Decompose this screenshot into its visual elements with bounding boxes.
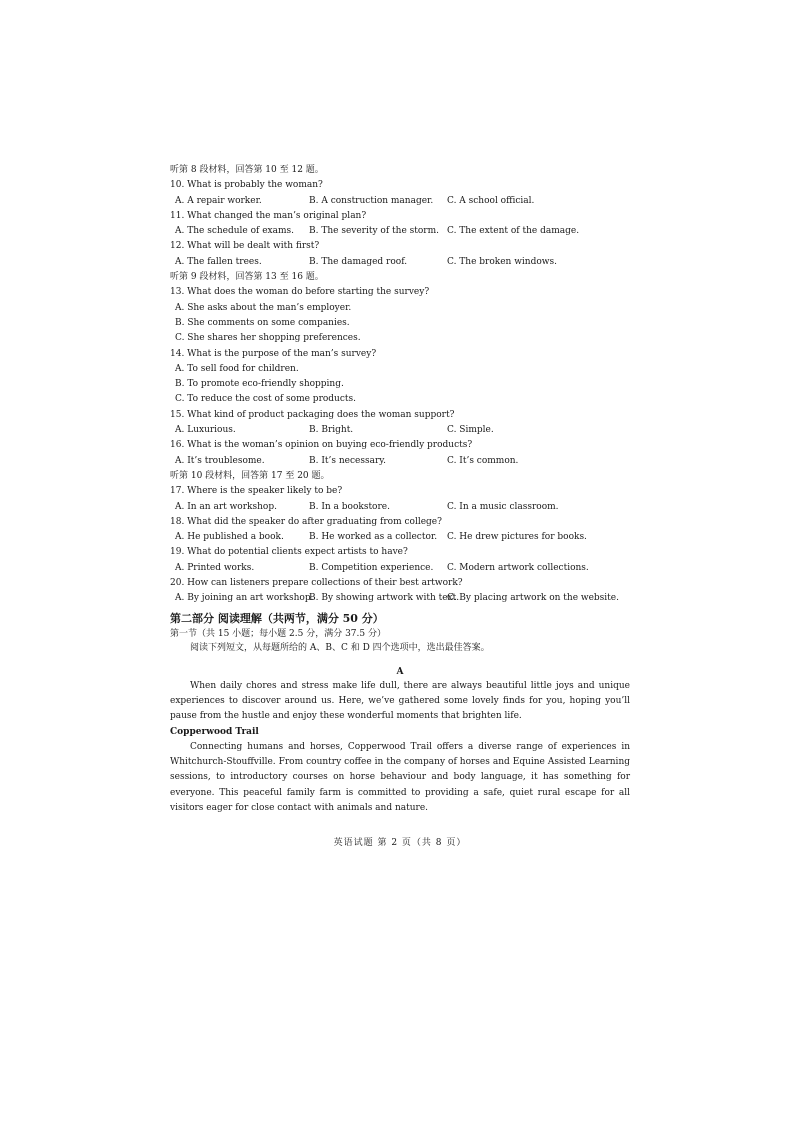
option-c: C. Simple. <box>447 425 494 436</box>
passage-heading: Copperwood Trail <box>170 726 259 737</box>
option-b: B. By showing artwork with text. <box>309 593 460 604</box>
exam-page <box>170 163 630 816</box>
listening-section <box>170 163 630 607</box>
option: A. She asks about the man’s employer. <box>175 302 352 313</box>
option-a: A. In an art workshop. <box>175 501 277 512</box>
option-a: A. Luxurious. <box>175 425 236 436</box>
option-a: A. It’s troublesome. <box>175 455 265 466</box>
material-intro: 听第 8 段材料，回答第 10 至 12 题。 <box>170 165 324 175</box>
intro-paragraph: When daily chores and stress make life dull, there are always beautiful little joys and unique experiences to discover around us. Here, we’ve gathered some lovely finds for you, hoping you’ll pause from the hustle and enjoy these wonderful moments that brighten life. <box>170 680 630 722</box>
question: 18. What did the speaker do after graduating from college? <box>170 516 442 527</box>
option-a: A. The fallen trees. <box>175 256 262 267</box>
question: 19. What do potential clients expect artists to have? <box>170 547 408 558</box>
question: 15. What kind of product packaging does the woman support? <box>170 409 455 420</box>
options-row <box>170 423 630 438</box>
option-b: B. In a bookstore. <box>309 501 390 512</box>
option-c: C. A school official. <box>447 195 535 206</box>
option: B. She comments on some companies. <box>175 317 350 328</box>
question: 10. What is probably the woman? <box>170 180 323 191</box>
option-a: A. A repair worker. <box>175 195 262 206</box>
option-c: C. It’s common. <box>447 455 519 466</box>
option-b: B. Competition experience. <box>309 562 434 573</box>
options-row <box>170 500 630 515</box>
option-c: C. The broken windows. <box>447 256 557 267</box>
body-paragraph: Connecting humans and horses, Copperwood Trail offers a diverse range of experiences in Whitchurch-Stouffville. From country coffee in the company of horses and Equine Assisted Learning sessions, to introductory courses on horse behaviour and body language, it has something for everyone. This peaceful family farm is committed to providing a safe, quiet rural escape for all visitors eager for close contact with animals and nature. <box>170 741 630 813</box>
material-intro: 听第 9 段材料，回答第 13 至 16 题。 <box>170 272 324 283</box>
option-c: C. The extent of the damage. <box>447 226 580 237</box>
passage-letter: A <box>396 666 404 677</box>
question: 20. How can listeners prepare collections of their best artwork? <box>170 578 463 589</box>
options-row <box>170 561 630 576</box>
options-row <box>170 530 630 545</box>
option-b: B. It’s necessary. <box>309 455 386 466</box>
option-b: B. He worked as a collector. <box>309 532 438 543</box>
option-c: C. Modern artwork collections. <box>447 562 589 573</box>
option-c: C. He drew pictures for books. <box>447 532 587 543</box>
options-row <box>170 454 630 469</box>
question: 12. What will be dealt with first? <box>170 241 320 252</box>
option: C. She shares her shopping preferences. <box>175 333 361 344</box>
question: 16. What is the woman’s opinion on buying eco-friendly products? <box>170 440 473 451</box>
options-row <box>170 224 630 239</box>
option-a: A. By joining an art workshop. <box>175 593 314 604</box>
option: B. To promote eco-friendly shopping. <box>175 379 344 390</box>
options-row <box>170 194 630 209</box>
option-b: B. A construction manager. <box>309 195 434 206</box>
option-b: B. The severity of the storm. <box>309 226 439 237</box>
material-intro: 听第 10 段材料，回答第 17 至 20 题。 <box>170 470 330 481</box>
option-a: A. He published a book. <box>175 532 284 543</box>
option-b: B. The damaged roof. <box>309 256 408 267</box>
option-a: A. Printed works. <box>175 562 255 573</box>
option: C. To reduce the cost of some products. <box>175 394 356 405</box>
question: 11. What changed the man’s original plan? <box>170 210 367 221</box>
section-instruction: 阅读下列短文，从每题所给的 A、B、C 和 D 四个选项中，选出最佳答案。 <box>190 642 490 653</box>
page-footer: 英语试题 第 2 页（共 8 页） <box>333 838 467 848</box>
option-b: B. Bright. <box>309 425 354 436</box>
option-a: A. The schedule of exams. <box>175 226 295 237</box>
option: A. To sell food for children. <box>175 363 299 374</box>
question: 14. What is the purpose of the man’s survey? <box>170 348 377 359</box>
part2-title: 第二部分 阅读理解（共两节，满分 50 分） <box>170 611 384 625</box>
option-c: C. By placing artwork on the website. <box>447 593 619 604</box>
options-row <box>170 591 630 606</box>
question: 13. What does the woman do before starting the survey? <box>170 287 430 298</box>
section1-subtitle: 第一节（共 15 小题；每小题 2.5 分，满分 37.5 分） <box>170 628 386 639</box>
options-row <box>170 255 630 270</box>
option-c: C. In a music classroom. <box>447 501 559 512</box>
question: 17. Where is the speaker likely to be? <box>170 486 343 497</box>
